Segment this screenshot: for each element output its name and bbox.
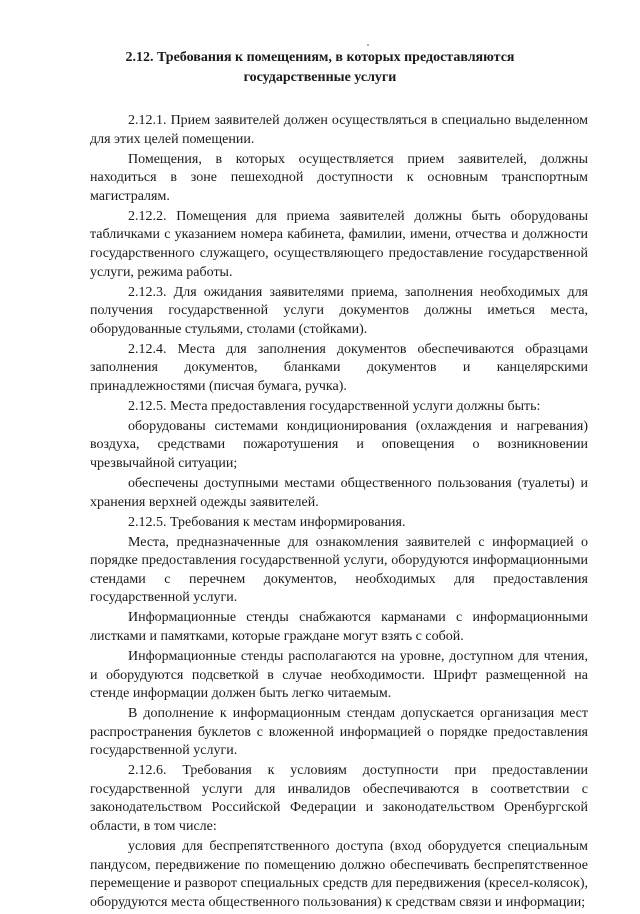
paragraph-info-stands-pockets: Информационные стенды снабжаются карманами с информационными листками и памятками, которые граждане могут взять с собой. (90, 610, 588, 644)
paragraph-accessibility-conditions: условия для беспрепятственного доступа (вход оборудуется специальным пандусом, передвижение по помещению должно обеспечивать беспрепятственное перемещение и разворот специальных средств для передвижения (кресел-колясок), оборудуются места общественного пользования) к средствам связи и информации; (90, 839, 588, 910)
paragraph-2-12-6: 2.12.6. Требования к условиям доступности при предоставлении государственной услуги для инвалидов обеспечиваются в соответствии с законодательством Российской Федерации и законодательством Оренбургской области, в том числе: (90, 763, 588, 835)
paragraph-2-12-2: 2.12.2. Помещения для приема заявителей должны быть оборудованы табличками с указанием номера кабинета, фамилии, имени, отчества и должности государственного служащего, осуществляющего предоставление государственной услуги, режима работы. (90, 208, 588, 280)
paragraph-2-12-5: 2.12.5. Места предоставления государственной услуги должны быть: (128, 398, 541, 414)
paragraph-public-facilities: обеспечены доступными местами общественного пользования (туалеты) и хранения верхней одежды заявителей. (90, 476, 588, 510)
paragraph-info-places: Места, предназначенные для ознакомления заявителей с информацией о порядке предоставления государственной услуги, оборудуются информационными стендами с перечнем документов, необходимых для предоставления государственной услуги. (90, 534, 588, 606)
paragraph-2-12-4: 2.12.4. Места для заполнения документов обеспечиваются образцами заполнения документов, бланками документов и канцелярскими принадлежностями (писчая бумага, ручка). (90, 341, 588, 394)
scan-speck (367, 44, 369, 46)
document-body (90, 112, 588, 914)
section-title-line-2: государственные услуги (243, 70, 397, 85)
paragraph-premises-location: Помещения, в которых осуществляется прием заявителей, должны находиться в зоне пешеходной доступности к основным транспортным магистралям. (90, 151, 588, 204)
paragraph-conditioning: оборудованы системами кондиционирования (охлаждения и нагревания) воздуха, средствами пожаротушения и оповещения о возникновении чрезвычайной ситуации; (90, 418, 588, 472)
paragraph-booklets: В дополнение к информационным стендам допускается организация мест распространения буклетов с вложенной информацией о порядке предоставления государственной услуги. (90, 706, 588, 759)
section-title (95, 48, 545, 88)
paragraph-info-stands-level: Информационные стенды располагаются на уровне, доступном для чтения, и оборудуются подсветкой в случае необходимости. Шрифт размещенной на стенде информации должен быть легко читаемым. (90, 648, 588, 702)
section-title-line-1: 2.12. Требования к помещениям, в которых предоставляются (125, 50, 515, 65)
paragraph-2-12-3: 2.12.3. Для ожидания заявителями приема, заполнения необходимых для получения государственной услуги документов должны иметься места, оборудованные стульями, столами (стойками). (90, 284, 588, 337)
paragraph-2-12-5-info: 2.12.5. Требования к местам информирования. (128, 514, 406, 530)
paragraph-2-12-1: 2.12.1. Прием заявителей должен осуществляться в специально выделенном для этих целей помещении. (90, 113, 588, 147)
